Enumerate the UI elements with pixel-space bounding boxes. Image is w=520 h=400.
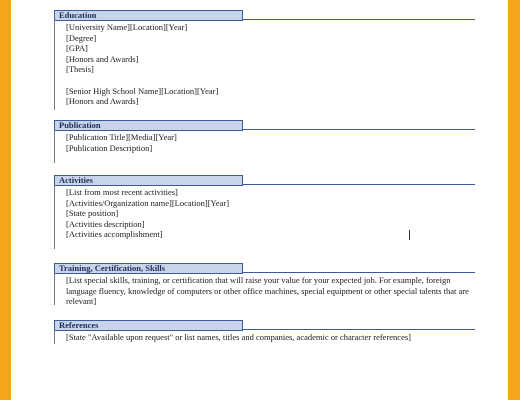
training-header-rule [243,272,475,273]
education-line [66,75,218,86]
activities-line: [State position] [66,208,119,219]
references-left-rule [54,330,55,344]
activities-left-rule [54,185,55,249]
resume-page [11,0,508,400]
education-line: [Thesis] [66,64,94,75]
activities-line: [Activities accomplishment] [66,229,163,240]
references-header: References [54,320,243,331]
education-line: [Degree] [66,32,97,43]
education-line: [Honors and Awards] [66,53,139,64]
publication-line: [Publication Description] [66,142,153,153]
training-header: Training, Certification, Skills [54,263,243,274]
activities-header-rule [243,184,475,185]
references-text[interactable]: [State "Available upon request" or list names, titles and companies, academic or character references] [66,332,411,342]
activities-line: [Activities description] [66,218,145,229]
education-header: Education [54,10,243,21]
education-line: [GPA] [66,43,88,54]
education-line: [University Name][Location][Year] [66,22,188,32]
publication-header-rule [243,129,475,130]
activities-header: Activities [54,175,243,186]
activities-line: [List from most recent activities] [66,187,178,197]
education-left-rule [54,20,55,110]
activities-section [54,175,481,250]
training-left-rule [54,273,55,305]
training-section [54,263,481,309]
publication-line: [Publication Title][Media][Year] [66,132,177,142]
publication-section [54,120,481,165]
publication-header: Publication [54,120,243,131]
education-line: [Senior High School Name][Location][Year] [66,85,219,96]
education-header-rule [243,19,475,20]
education-line: [Honors and Awards] [66,96,139,107]
text-cursor-mark [409,230,410,240]
references-header-rule [243,329,475,330]
activities-lines[interactable] [66,187,229,240]
education-lines[interactable] [66,22,218,107]
activities-line: [Activities/Organization name][Location][Year] [66,197,230,208]
references-section [54,320,481,345]
education-section [54,10,481,115]
publication-left-rule [54,130,55,163]
publication-lines[interactable] [66,132,177,153]
training-text[interactable]: [List special skills, training, or certification that will raise your value for your expected job. For example, foreign language fluency, knowledge of computers or other office machines, special equipment or other special talents that are relevant] [66,275,469,307]
